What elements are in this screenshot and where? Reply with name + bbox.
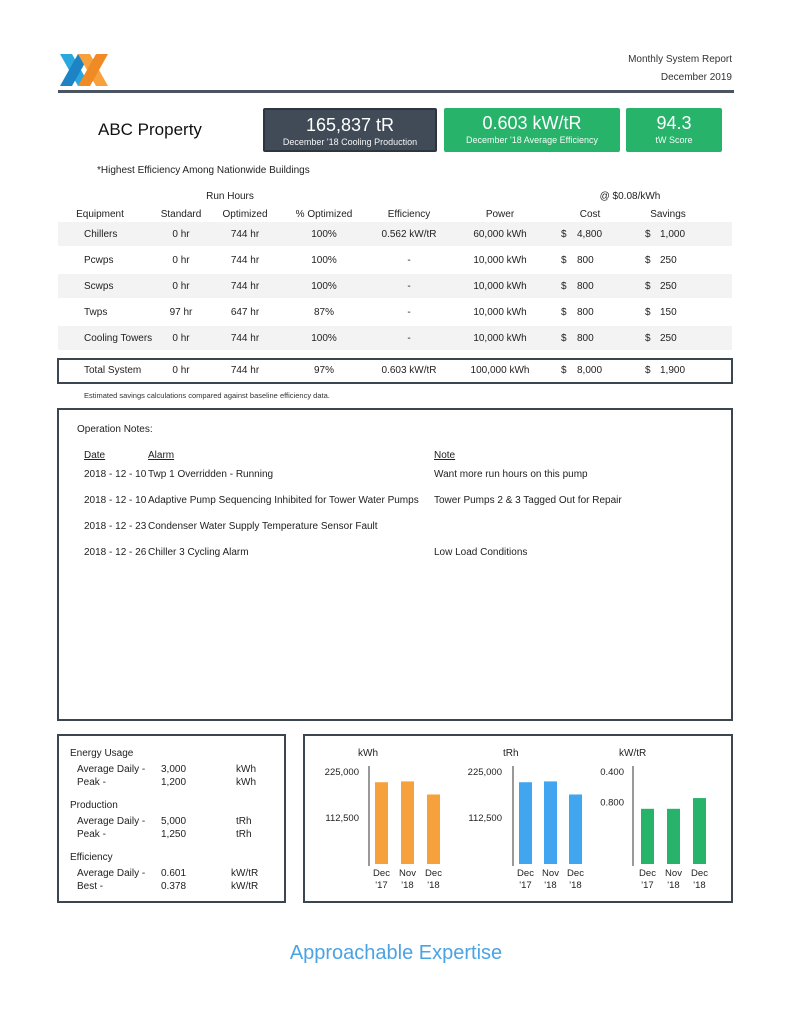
savings-currency: $ [645,229,651,240]
optimized-hours: 744 hr [230,365,260,376]
production-avg-value: 5,000 [161,816,187,827]
y-tick-label: 0.800 [600,797,624,809]
col-savings: Savings [650,209,686,220]
kpi-label: December '18 Average Efficiency [466,135,598,145]
energy-usage-title: Energy Usage [70,748,134,759]
run-hours-group-header: Run Hours [206,191,254,202]
kpi-value: 94.3 [656,113,692,133]
y-tick-label: 0.400 [600,767,624,778]
chart-bar [544,781,557,864]
rate-group-header: @ $0.08/kWh [599,191,661,202]
production-avg-label: Average Daily - [77,816,146,827]
cost-currency: $ [561,307,567,318]
property-name: ABC Property [98,120,202,139]
note-alarm: Twp 1 Overridden - Running [148,469,274,480]
report-date: December 2019 [660,72,732,83]
energy-peak-label: Peak - [77,777,106,788]
equipment-name: Twps [84,307,108,318]
efficiency-avg-unit: kW/tR [231,868,259,879]
optimized-hours: 647 hr [230,307,260,318]
cost-currency: $ [561,229,567,240]
efficiency-avg-label: Average Daily - [77,868,146,879]
standard-hours: 0 hr [172,255,190,266]
savings-value: 150 [660,307,677,318]
efficiency-value: - [407,255,411,266]
y-tick-label: 112,500 [468,813,502,824]
energy-peak-value: 1,200 [161,777,187,788]
notes-alarm-header: Alarm [148,450,175,461]
kpi-average-efficiency [444,108,620,152]
savings-value: 1,900 [660,365,686,376]
optimized-hours: 744 hr [230,333,260,344]
x-tick-label: '17 [375,880,388,891]
production-peak-unit: tRh [236,829,252,840]
note-text: Want more run hours on this pump [434,469,588,480]
pct-optimized: 87% [313,307,334,318]
chart-bar [569,794,582,864]
cost-value: 4,800 [577,229,603,240]
header-divider [58,90,734,93]
efficiency-value: 0.603 kW/tR [381,365,437,376]
optimized-hours: 744 hr [230,255,260,266]
x-tick-label: '18 [667,880,680,891]
production-peak-value: 1,250 [161,829,187,840]
savings-currency: $ [645,281,651,292]
x-tick-label: '18 [693,880,706,891]
chart-bar [641,809,654,864]
y-tick-label: 225,000 [467,767,502,778]
col-optimized: Optimized [222,209,268,220]
standard-hours: 97 hr [169,307,193,318]
cost-value: 800 [577,333,594,344]
cost-currency: $ [561,365,567,376]
pct-optimized: 100% [311,281,337,292]
efficiency-title: Efficiency [70,852,113,863]
power-value: 10,000 kWh [473,281,527,292]
note-date: 2018 - 12 - 23 [84,521,147,532]
energy-avg-value: 3,000 [161,764,187,775]
x-tick-label: Dec [639,868,656,879]
note-alarm: Chiller 3 Cycling Alarm [148,547,249,558]
equipment-name: Chillers [84,229,118,240]
note-text: Low Load Conditions [434,547,528,558]
chart-bar [667,809,680,864]
savings-value: 250 [660,281,677,292]
x-tick-label: '18 [427,880,440,891]
optimized-hours: 744 hr [230,281,260,292]
pct-optimized: 100% [311,333,337,344]
notes-title: Operation Notes: [77,424,153,435]
pct-optimized: 100% [311,229,337,240]
chart-title: kWh [358,748,378,759]
chart-title: tRh [503,748,519,759]
savings-value: 250 [660,333,677,344]
x-tick-label: Nov [399,868,416,879]
pct-optimized: 97% [313,365,334,376]
cost-currency: $ [561,255,567,266]
highlight-note: *Highest Efficiency Among Nationwide Buildings [97,165,310,176]
note-text: Tower Pumps 2 & 3 Tagged Out for Repair [434,495,622,506]
energy-avg-unit: kWh [236,764,256,775]
chart-bar [375,782,388,864]
savings-currency: $ [645,255,651,266]
chart-title: kW/tR [619,748,647,759]
savings-currency: $ [645,333,651,344]
cost-value: 8,000 [577,365,603,376]
tagline: Approachable Expertise [289,942,503,964]
col-pct-optimized: % Optimized [295,209,353,220]
col-equipment: Equipment [76,209,124,220]
standard-hours: 0 hr [172,281,190,292]
y-tick-label: 112,500 [325,813,359,824]
note-date: 2018 - 12 - 10 [84,469,147,480]
pct-optimized: 100% [311,255,337,266]
power-value: 10,000 kWh [473,333,527,344]
cost-currency: $ [561,333,567,344]
col-power: Power [485,209,515,220]
energy-peak-unit: kWh [236,777,256,788]
efficiency-avg-value: 0.601 [161,868,187,879]
standard-hours: 0 hr [172,365,190,376]
chart-bar [519,782,532,864]
notes-date-header: Date [84,450,106,461]
x-tick-label: Nov [665,868,682,879]
x-tick-label: '17 [519,880,532,891]
cost-value: 800 [577,281,594,292]
efficiency-best-unit: kW/tR [231,881,259,892]
kpi-label: tW Score [655,135,693,145]
production-peak-label: Peak - [77,829,106,840]
chart-bar [401,781,414,864]
savings-value: 1,000 [660,229,686,240]
x-tick-label: Nov [542,868,559,879]
note-alarm: Adaptive Pump Sequencing Inhibited for Tower Water Pumps [148,495,419,506]
power-value: 10,000 kWh [473,307,527,318]
standard-hours: 0 hr [172,333,190,344]
production-avg-unit: tRh [236,816,252,827]
efficiency-best-value: 0.378 [161,881,187,892]
x-tick-label: Dec [567,868,584,879]
y-tick-label: 225,000 [324,767,359,778]
col-standard: Standard [160,209,202,220]
production-title: Production [70,800,118,811]
kpi-label: December '18 Cooling Production [282,137,418,147]
col-cost: Cost [579,209,601,220]
notes-note-header: Note [434,450,456,461]
col-efficiency: Efficiency [387,209,431,220]
efficiency-value: - [407,281,411,292]
x-tick-label: Dec [425,868,442,879]
optimized-hours: 744 hr [230,229,260,240]
kpi-tw-score [626,108,722,152]
x-tick-label: '18 [569,880,582,891]
efficiency-best-label: Best - [77,881,104,892]
efficiency-value: 0.562 kW/tR [381,229,437,240]
equipment-name: Cooling Towers [84,333,153,344]
energy-avg-label: Average Daily - [77,764,146,775]
trend-charts [303,734,733,903]
efficiency-value: - [407,307,411,318]
equipment-name: Total System [84,365,142,376]
cost-value: 800 [577,307,594,318]
x-tick-label: '17 [641,880,654,891]
kpi-value: 0.603 kW/tR [482,113,582,133]
savings-currency: $ [645,365,651,376]
note-date: 2018 - 12 - 10 [84,495,147,506]
company-logo [60,52,110,88]
kpi-cooling-production [263,108,437,152]
report-title: Monthly System Report [628,54,732,65]
note-alarm: Condenser Water Supply Temperature Sensor Fault [148,521,378,532]
note-date: 2018 - 12 - 26 [84,547,147,558]
equipment-name: Scwps [84,281,114,292]
power-value: 10,000 kWh [473,255,527,266]
savings-value: 250 [660,255,677,266]
x-tick-label: '18 [544,880,557,891]
cost-value: 800 [577,255,594,266]
chart-bar [693,798,706,864]
chart-bar [427,794,440,864]
standard-hours: 0 hr [172,229,190,240]
x-tick-label: Dec [517,868,534,879]
efficiency-value: - [407,333,411,344]
savings-currency: $ [645,307,651,318]
savings-footnote: Estimated savings calculations compared against baseline efficiency data. [84,391,330,400]
x-tick-label: Dec [691,868,708,879]
equipment-name: Pcwps [84,255,114,266]
x-tick-label: '18 [401,880,414,891]
x-tick-label: Dec [373,868,390,879]
cost-currency: $ [561,281,567,292]
power-value: 100,000 kWh [470,365,530,376]
power-value: 60,000 kWh [473,229,527,240]
kpi-value: 165,837 tR [305,115,395,135]
